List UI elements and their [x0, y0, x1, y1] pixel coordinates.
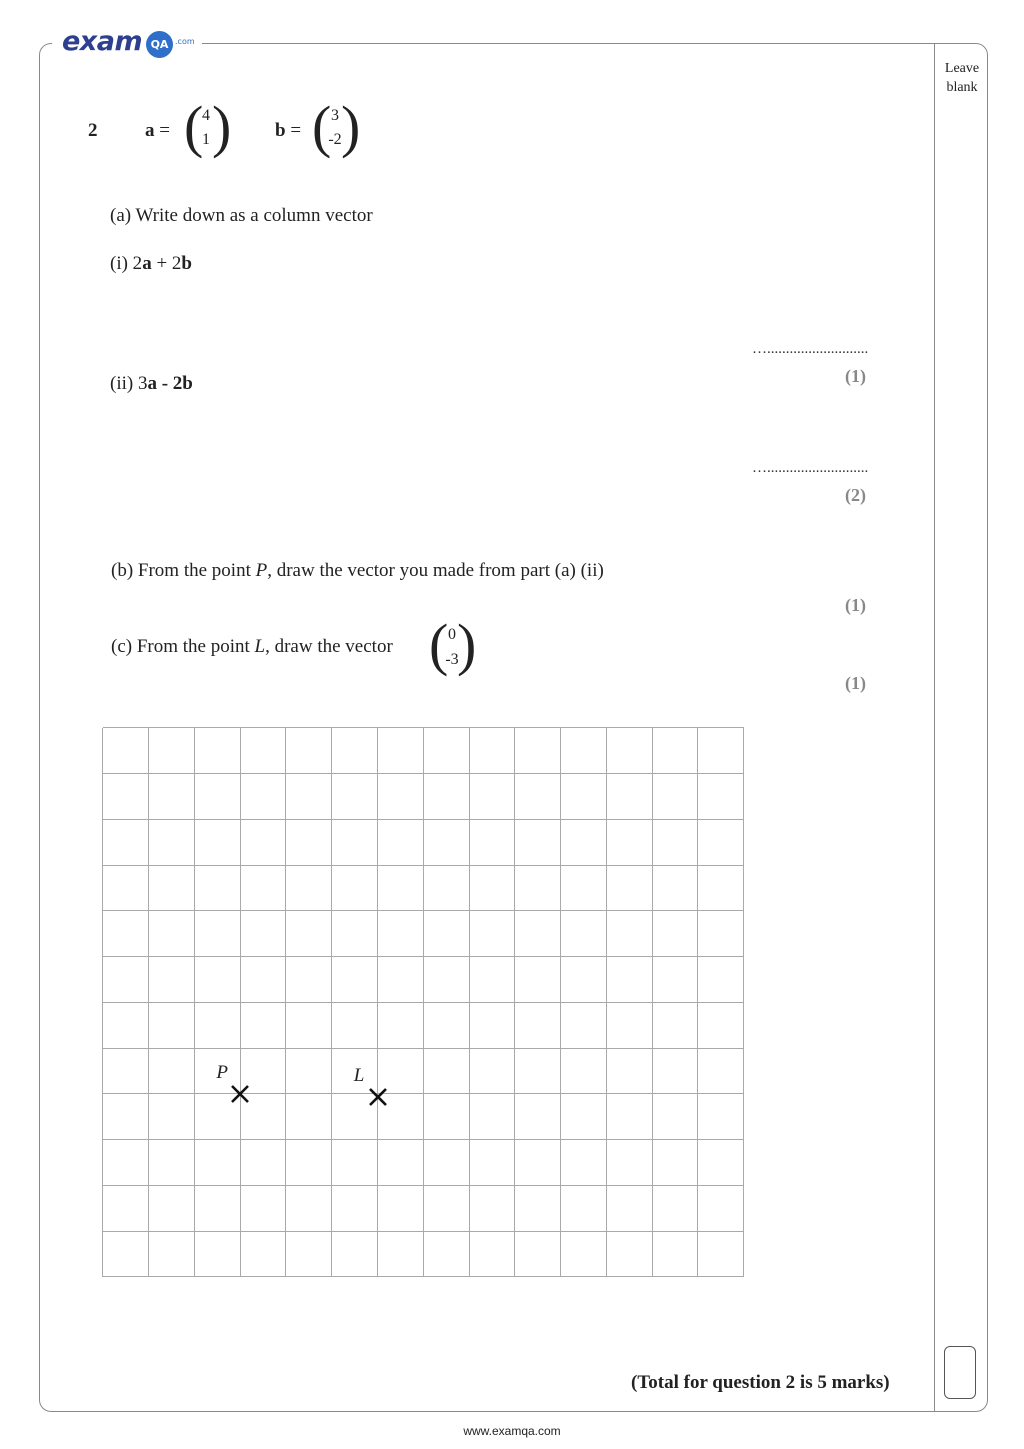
leave-blank-line-2: blank: [946, 80, 978, 95]
point-l-label: L: [353, 1065, 365, 1086]
vector-b-bottom: -2: [328, 131, 342, 148]
margin-divider: [934, 43, 935, 1412]
vector-b-left-paren: (: [312, 94, 332, 159]
leave-blank-label: [937, 59, 987, 97]
part-a-ii-mid: - 2: [156, 373, 183, 394]
grid-horizontal-line: [103, 1185, 744, 1186]
part-c: [111, 636, 393, 658]
vector-b-right-paren: ): [341, 94, 361, 159]
part-a-ii-bold1: a: [147, 373, 157, 394]
answer-line-a-i[interactable]: …...........................: [752, 341, 869, 357]
part-b-point: P: [255, 560, 268, 581]
mark-c: (1): [845, 673, 866, 693]
grid-horizontal-line: [103, 865, 744, 866]
grid-horizontal-line: [103, 1139, 744, 1140]
logo-badge: QA: [146, 31, 173, 58]
footer-url: www.examqa.com: [463, 1424, 561, 1438]
part-c-point: L: [254, 636, 266, 657]
vector-c-right-paren: ): [457, 612, 477, 677]
vector-a-right-paren: ): [212, 94, 232, 159]
answer-line-a-ii[interactable]: …...........................: [752, 460, 869, 476]
grid-horizontal-line: [103, 1002, 744, 1003]
vector-a-equals: =: [159, 120, 170, 141]
mark-b: (1): [845, 595, 866, 615]
grid-horizontal-line: [103, 1093, 744, 1094]
question-number: 2: [88, 120, 98, 141]
part-a-i-prefix: (i) 2: [110, 253, 143, 274]
grid-horizontal-line: [103, 956, 744, 957]
mark-a-ii: (2): [845, 485, 866, 505]
total-marks: (Total for question 2 is 5 marks): [631, 1372, 890, 1393]
point-p-label: P: [216, 1062, 228, 1083]
vector-a-label: [145, 120, 170, 142]
marks-box: [944, 1346, 976, 1399]
part-c-post: , draw the vector: [265, 636, 393, 657]
part-a-intro: (a) Write down as a column vector: [110, 205, 373, 226]
vector-b-name: b: [275, 120, 286, 141]
grid-horizontal-line: [103, 1048, 744, 1049]
point-l-cross-icon: [368, 1087, 388, 1107]
part-c-pre: (c) From the point: [111, 636, 255, 657]
leave-blank-line-1: Leave: [944, 61, 980, 76]
vector-a-top: 4: [202, 107, 210, 124]
grid-horizontal-line: [103, 819, 744, 820]
mark-a-i: (1): [845, 366, 866, 386]
part-b: [111, 560, 604, 582]
grid-horizontal-line: [103, 1231, 744, 1232]
part-a-i-bold1: a: [142, 253, 152, 274]
part-b-pre: (b) From the point: [111, 560, 256, 581]
vector-b-top: 3: [331, 107, 339, 124]
part-a-i: [110, 253, 192, 275]
vector-a-left-paren: (: [184, 94, 204, 159]
part-a-ii-prefix: (ii) 3: [110, 373, 148, 394]
vector-c-left-paren: (: [429, 612, 449, 677]
part-a-i-bold2: b: [181, 253, 192, 274]
square-grid[interactable]: [103, 728, 744, 1277]
grid-horizontal-line: [103, 1276, 744, 1277]
grid-horizontal-line: [103, 910, 744, 911]
vector-c-top: 0: [448, 626, 456, 643]
vector-b-equals: =: [290, 120, 302, 141]
grid-horizontal-line: [103, 727, 744, 728]
logo-suffix: .com: [175, 37, 195, 46]
vector-b-label: [275, 120, 301, 142]
vector-a-bottom: 1: [202, 131, 210, 148]
vector-c-bottom: -3: [445, 651, 459, 668]
vector-a-name: a: [145, 120, 155, 141]
part-a-ii: [110, 373, 193, 395]
logo-text: exam: [62, 26, 143, 57]
part-b-post: , draw the vector you made from part (a) (ii): [267, 560, 604, 581]
grid-horizontal-line: [103, 773, 744, 774]
part-a-i-mid: + 2: [151, 253, 182, 274]
part-a-ii-bold2: b: [182, 373, 193, 394]
point-p-cross-icon: [230, 1084, 250, 1104]
